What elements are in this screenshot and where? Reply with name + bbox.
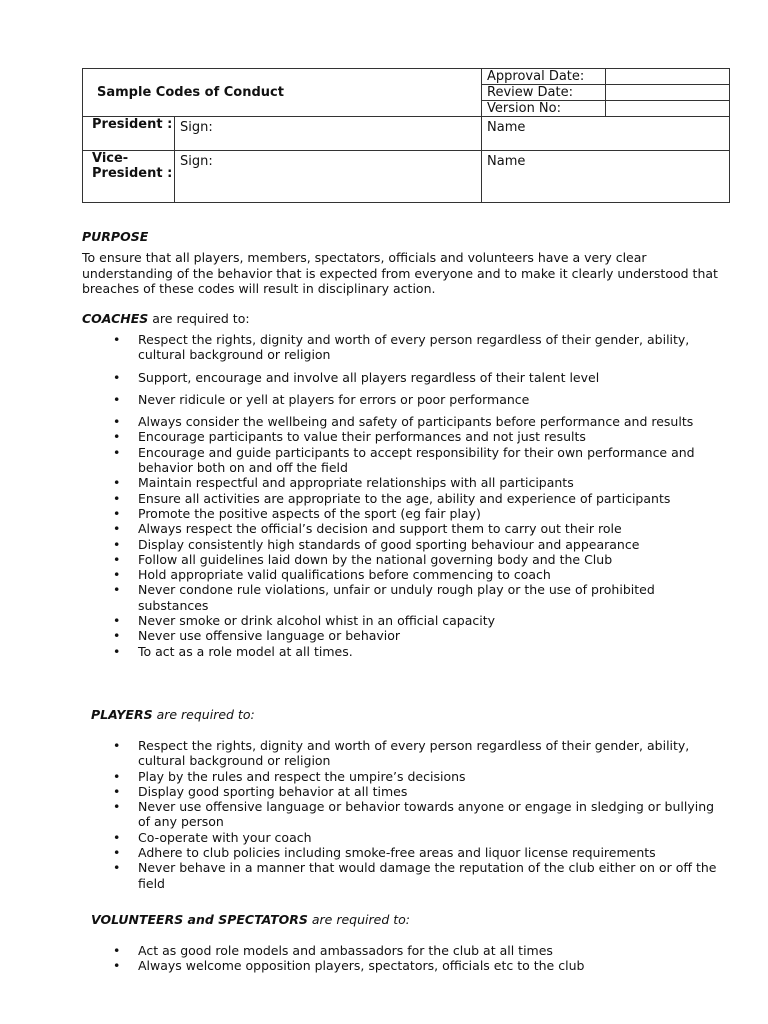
purpose-paragraph: To ensure that all players, members, spectators, officials and volunteers have a very clear understanding of the behavior that is expected from everyone and to make it clearly understood that breaches of these codes will result in disciplinary action. (82, 250, 718, 296)
coaches-list (0, 332, 768, 659)
coaches-list-item: • Always respect the official’s decision and support them to carry out their role (0, 521, 718, 536)
coaches-list-item: • Always consider the wellbeing and safety of participants before performance and results (0, 414, 718, 429)
coaches-list-item: • Never smoke or drink alcohol whist in an official capacity (0, 613, 718, 628)
coaches-list-item: • Display consistently high standards of good sporting behaviour and appearance (0, 537, 718, 552)
president-sign: Sign: (175, 117, 482, 151)
players-list-item: • Never use offensive language or behavior towards anyone or engage in sledging or bullying of any person (0, 799, 718, 830)
purpose-heading-text: PURPOSE (82, 229, 149, 244)
vice-president-sign: Sign: (175, 151, 482, 203)
document-title: Sample Codes of Conduct (83, 69, 482, 117)
coaches-keyword: COACHES (82, 311, 149, 326)
approval-date-label: Approval Date: (482, 69, 606, 85)
volunteers-list (0, 943, 768, 974)
coaches-heading-rest: are required to: (148, 311, 250, 326)
coaches-list-item: • Never ridicule or yell at players for errors or poor performance (0, 392, 718, 407)
approval-date-value (606, 69, 730, 85)
coaches-list-item: • Encourage participants to value their performances and not just results (0, 429, 718, 444)
coaches-list-item: • To act as a role model at all times. (0, 644, 718, 659)
volunteers-heading (91, 912, 410, 927)
header-table (82, 68, 730, 203)
president-label: President : (83, 117, 175, 151)
vice-president-label: Vice-President : (83, 151, 175, 203)
players-heading (91, 707, 255, 722)
version-label: Version No: (482, 101, 606, 117)
players-list-item: • Never behave in a manner that would damage the reputation of the club either on or off the field (0, 860, 718, 891)
coaches-list-item: • Follow all guidelines laid down by the national governing body and the Club (0, 552, 718, 567)
coaches-list-item: • Hold appropriate valid qualifications before commencing to coach (0, 567, 718, 582)
volunteers-list-item: • Act as good role models and ambassadors for the club at all times (0, 943, 718, 958)
coaches-list-item: • Never use offensive language or behavior (0, 628, 718, 643)
volunteers-list-item: • Always welcome opposition players, spectators, officials etc to the club (0, 958, 718, 973)
coaches-list-item: • Never condone rule violations, unfair or unduly rough play or the use of prohibited substances (0, 582, 718, 613)
volunteers-keyword: VOLUNTEERS and SPECTATORS (91, 912, 308, 927)
players-list-item: • Display good sporting behavior at all times (0, 784, 718, 799)
coaches-list-item: • Ensure all activities are appropriate to the age, ability and experience of participants (0, 491, 718, 506)
coaches-list-item: • Respect the rights, dignity and worth of every person regardless of their gender, ability, cultural background or religion (0, 332, 718, 363)
coaches-heading (82, 311, 250, 326)
vice-president-name: Name (482, 151, 730, 203)
review-date-value (606, 85, 730, 101)
players-list (0, 738, 768, 891)
players-heading-rest: are required to: (152, 707, 255, 722)
review-date-label: Review Date: (482, 85, 606, 101)
purpose-heading (82, 229, 148, 244)
volunteers-heading-rest: are required to: (307, 912, 410, 927)
players-list-item: • Co-operate with your coach (0, 830, 718, 845)
players-list-item: • Adhere to club policies including smoke-free areas and liquor license requirements (0, 845, 718, 860)
president-name: Name (482, 117, 730, 151)
coaches-list-item: • Support, encourage and involve all players regardless of their talent level (0, 370, 718, 385)
coaches-list-item: • Promote the positive aspects of the sport (eg fair play) (0, 506, 718, 521)
players-keyword: PLAYERS (91, 707, 153, 722)
coaches-list-item: • Encourage and guide participants to accept responsibility for their own performance and behavior both on and off the field (0, 445, 718, 476)
players-list-item: • Respect the rights, dignity and worth of every person regardless of their gender, ability, cultural background or religion (0, 738, 718, 769)
players-list-item: • Play by the rules and respect the umpire’s decisions (0, 769, 718, 784)
coaches-list-item: • Maintain respectful and appropriate relationships with all participants (0, 475, 718, 490)
version-value (606, 101, 730, 117)
